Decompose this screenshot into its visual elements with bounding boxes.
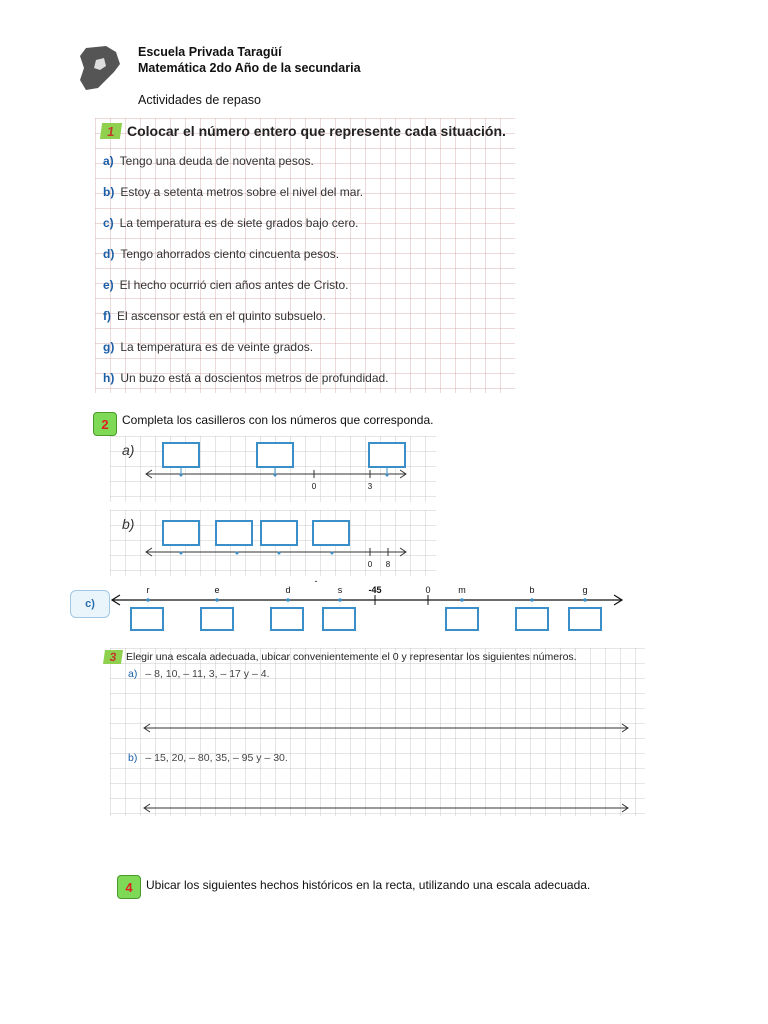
course-name: Matemática 2do Año de la secundaria [138, 61, 361, 75]
exercise-3b-letter: b) [128, 752, 138, 764]
exercise-3b-text: – 15, 20, – 80, 35, – 95 y – 30. [145, 752, 288, 764]
answer-box[interactable] [568, 607, 602, 631]
answer-box[interactable] [312, 520, 350, 546]
number-line-3b [142, 802, 632, 814]
tick-label-r: r [146, 585, 150, 595]
list-item: d) Tengo ahorrados ciento cincuenta pesos. [103, 247, 340, 261]
answer-box[interactable] [162, 442, 200, 468]
tick-label-d: d [285, 585, 291, 595]
exercise-4-instruction: Ubicar los siguientes hechos históricos en la recta, utilizando una escala adecuada. [146, 878, 591, 892]
school-name: Escuela Privada Taragüí [138, 45, 282, 59]
tick-label-3: 3 [367, 482, 373, 491]
answer-box[interactable] [515, 607, 549, 631]
school-logo [76, 44, 122, 92]
tick-label-b: b [529, 585, 535, 595]
exercise-3a-text: – 8, 10, – 11, 3, – 17 y – 4. [145, 668, 270, 680]
exercise-4-badge: 4 [117, 875, 141, 899]
exercise-3-panel [110, 648, 645, 816]
tick-label-g: g [582, 585, 588, 595]
answer-box[interactable] [445, 607, 479, 631]
exercise-2-badge: 2 [93, 412, 117, 436]
exercise-1-header [101, 123, 506, 139]
exercise-1-badge: 1 [100, 123, 122, 139]
exercise-1-title: Colocar el número entero que represente cada situación. [127, 123, 506, 139]
number-line-3a [142, 722, 632, 734]
list-item: b) Estoy a setenta metros sobre el nivel del mar. [103, 185, 364, 199]
list-item: e) El hecho ocurrió cien años antes de Cristo. [103, 278, 349, 292]
logo-map-icon [76, 44, 122, 92]
list-item: f) El ascensor está en el quinto subsuelo. [103, 309, 326, 323]
answer-box[interactable] [270, 607, 304, 631]
exercise-2b-panel [110, 510, 436, 576]
answer-box[interactable] [322, 607, 356, 631]
tick-label-0: 0 [311, 482, 317, 491]
exercise-2a-letter: a) [122, 442, 135, 458]
answer-box[interactable] [215, 520, 253, 546]
tick-label-s: s [337, 585, 343, 595]
tick-label-minus-45: -45 [368, 585, 382, 595]
exercise-2-instruction: Completa los casilleros con los números que corresponda. [122, 413, 434, 427]
exercise-1-panel [95, 118, 515, 393]
page-subtitle: Actividades de repaso [138, 93, 261, 107]
list-item: h) Un buzo está a doscientos metros de profundidad. [103, 371, 389, 385]
list-item: g) La temperatura es de veinte grados. [103, 340, 314, 354]
answer-box[interactable] [256, 442, 294, 468]
number-line-2b [110, 544, 436, 560]
exercise-3b-row [128, 752, 288, 764]
answer-box[interactable] [200, 607, 234, 631]
header-block [138, 44, 361, 76]
list-item: c) La temperatura es de siete grados bajo cero. [103, 216, 359, 230]
tick-label-e: e [214, 585, 220, 595]
answer-box[interactable] [130, 607, 164, 631]
tick-label-minus: - [314, 576, 318, 586]
exercise-2b-letter: b) [122, 516, 135, 532]
exercise-3a-letter: a) [128, 668, 138, 680]
tick-label-m: m [458, 585, 466, 595]
number-line-2a [110, 466, 436, 482]
list-item: a) Tengo una deuda de noventa pesos. [103, 154, 314, 168]
exercise-3a-row [128, 668, 270, 680]
tick-label-0: 0 [425, 585, 431, 595]
exercise-3-header [104, 650, 577, 664]
exercise-2a-panel [110, 436, 436, 502]
answer-box[interactable] [162, 520, 200, 546]
tick-label-0: 0 [367, 560, 373, 569]
exercise-3-title: Elegir una escala adecuada, ubicar convenientemente el 0 y representar los siguientes números. [126, 651, 577, 663]
tick-label-8: 8 [385, 560, 391, 569]
exercise-2c-badge: c) [70, 590, 110, 618]
exercise-3-badge: 3 [103, 650, 123, 664]
answer-box[interactable] [368, 442, 406, 468]
answer-box[interactable] [260, 520, 298, 546]
